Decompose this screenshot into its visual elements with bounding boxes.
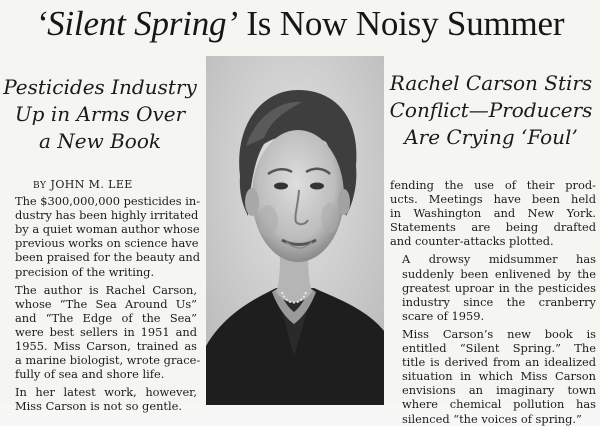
subheadline-left-line: Pesticides Industry — [3, 75, 197, 99]
text-line: The author is Rachel Carson, — [15, 282, 197, 297]
portrait-illustration — [206, 56, 384, 405]
text-line: dustry has been highly irritated — [15, 208, 199, 223]
text-line: whose “The Sea Around Us” — [15, 296, 197, 311]
text-line: Miss Carson’s new book is — [402, 326, 596, 341]
text-line: previous works on science have — [15, 236, 199, 251]
text-line: envisions an imaginary town — [402, 383, 596, 398]
text-line: situation in which Miss Carson — [402, 369, 596, 384]
text-line: silenced “the voices of spring.” — [402, 411, 582, 426]
subheadline-right-line: Rachel Carson Stirs — [389, 71, 593, 95]
text-line: by a quiet woman author whose — [15, 222, 200, 237]
paragraph — [3, 194, 201, 279]
text-line: in Washington and New York. — [390, 206, 596, 221]
text-line: 1955. Miss Carson, trained as — [15, 339, 197, 354]
paragraph — [390, 178, 596, 248]
headline-rest: Is Now Noisy Summer — [237, 4, 565, 43]
text-line: scare of 1959. — [402, 308, 485, 323]
text-line: fully of sea and shore life. — [15, 367, 165, 382]
text-line: greatest uproar in the pesticides — [402, 280, 596, 295]
paragraph — [390, 327, 596, 426]
headline — [0, 4, 600, 44]
text-line: title is derived from an idealized — [402, 355, 596, 370]
byline-prefix: BY — [33, 181, 47, 191]
paragraph — [3, 282, 201, 382]
text-line: suddenly been enlivened by the — [402, 266, 596, 281]
text-line: precision of the writing. — [15, 264, 155, 279]
text-line: a marine biologist, wrote grace- — [15, 353, 201, 368]
subheadline-left — [2, 74, 198, 155]
subheadline-right — [388, 70, 594, 151]
text-line: Miss Carson is not so gentle. — [15, 399, 183, 414]
text-line: ucts. Meetings have been held — [390, 192, 596, 207]
text-line: The $300,000,000 pesticides in- — [15, 194, 201, 209]
text-line: entitled “Silent Spring.” The — [402, 341, 596, 356]
text-line: been praised for the beauty and — [15, 250, 201, 265]
byline-author: JOHN M. LEE — [50, 178, 133, 191]
byline — [33, 178, 197, 193]
subheadline-left-line: a New Book — [39, 129, 161, 153]
paragraph — [3, 385, 197, 413]
text-line: In her latest work, however, — [15, 385, 197, 400]
text-line: industry since the cranberry — [402, 294, 596, 309]
text-line: were best sellers in 1951 and — [15, 324, 197, 339]
text-line: A drowsy midsummer has — [402, 252, 596, 267]
text-line: and counter-attacks plotted. — [390, 234, 554, 249]
headline-book-title: ‘Silent Spring’ — [35, 4, 238, 43]
article-column-right — [390, 178, 596, 426]
subheadline-right-line: Conflict—Producers — [389, 98, 593, 122]
paragraph — [390, 252, 596, 322]
text-line: and “The Edge of the Sea” — [15, 310, 197, 325]
author-portrait-photo — [206, 56, 384, 405]
subheadline-left-line: Up in Arms Over — [14, 102, 186, 126]
subheadline-right-line: Are Crying ‘Foul’ — [404, 125, 578, 149]
article-column-left — [3, 178, 201, 414]
text-line: where chemical pollution has — [402, 397, 596, 412]
text-line: Statements are being drafted — [390, 220, 596, 235]
text-line: fending the use of their prod- — [390, 178, 596, 192]
